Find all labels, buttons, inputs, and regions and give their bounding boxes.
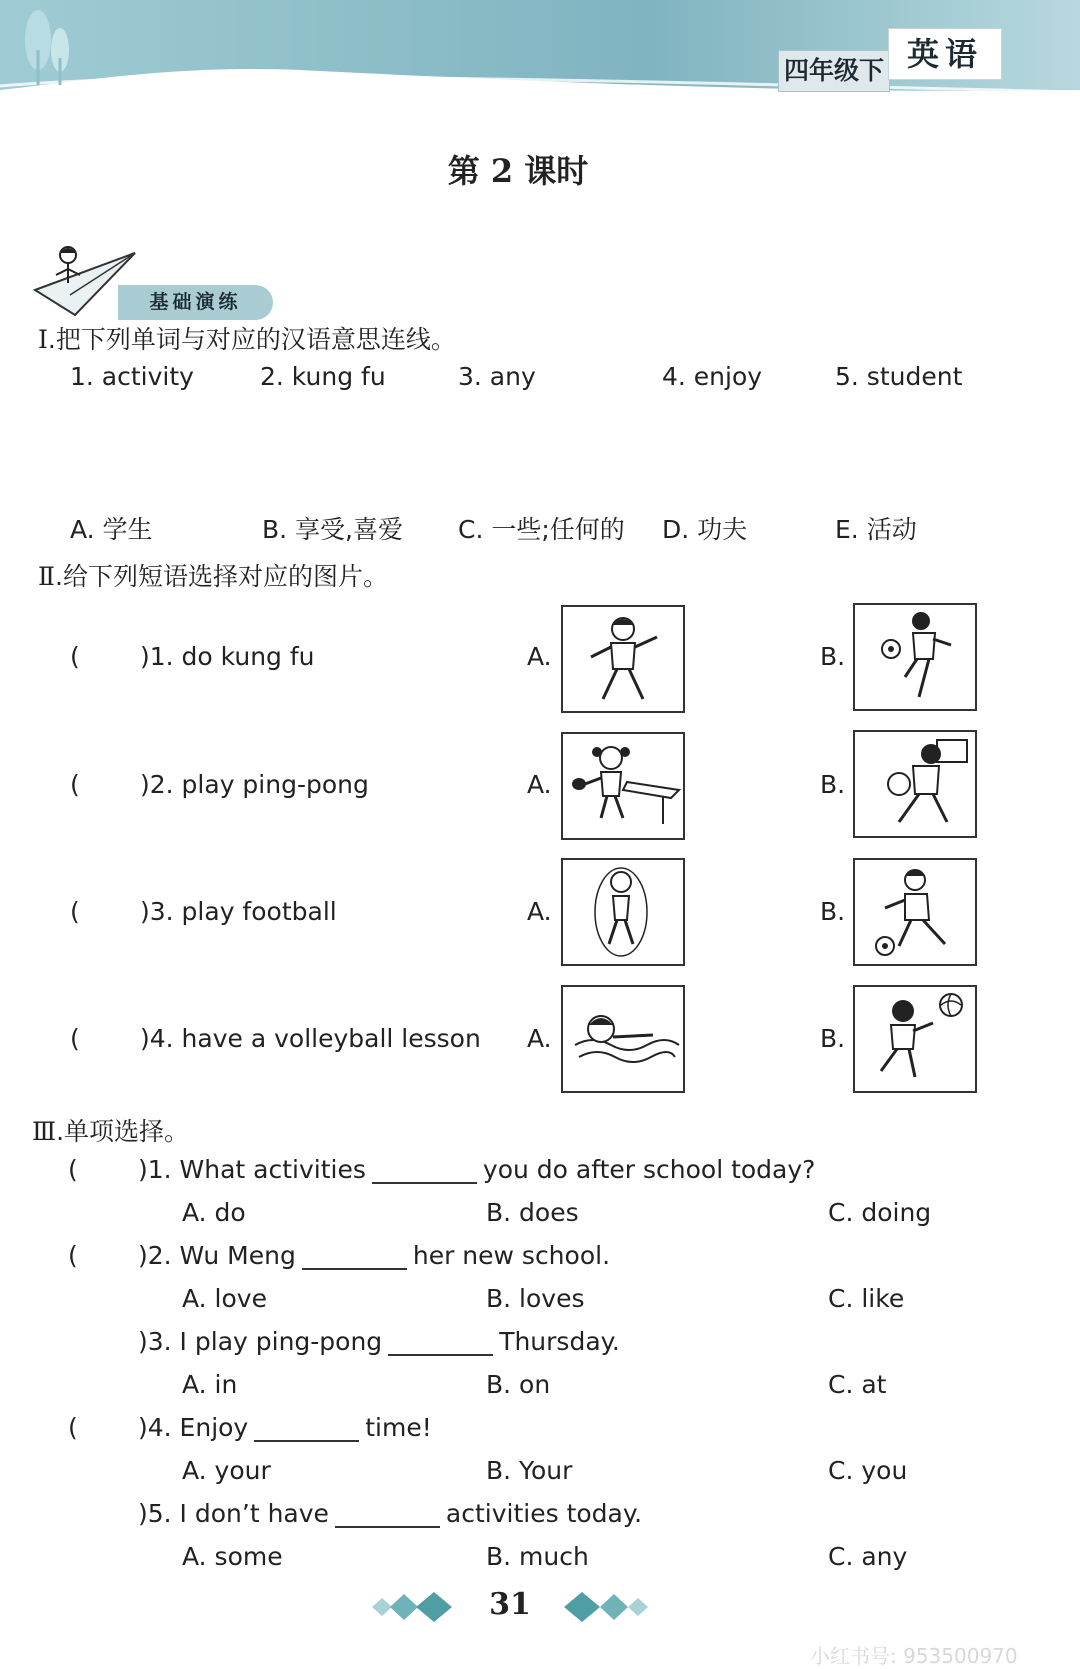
section1-instruction: .把下列单词与对应的汉语意思连线。 bbox=[47, 325, 456, 354]
choice-b-label: B. bbox=[820, 1024, 846, 1053]
choice-b-label: B. bbox=[820, 770, 846, 799]
answer-paren[interactable]: ( bbox=[68, 1155, 78, 1184]
meaning-c: C. 一些;任何的 bbox=[458, 515, 625, 544]
answer-blank[interactable] bbox=[372, 1160, 477, 1184]
watermark: 小红书号: 953500970 bbox=[810, 1644, 1018, 1668]
kung-fu-picture[interactable] bbox=[561, 605, 685, 713]
answer-paren[interactable]: ( bbox=[70, 1024, 80, 1053]
option-c[interactable]: C. at bbox=[828, 1370, 887, 1399]
question-5 bbox=[138, 1499, 642, 1528]
girl-ping-pong-icon bbox=[563, 734, 683, 838]
practice-banner: 基础演练 bbox=[118, 285, 273, 320]
option-c[interactable]: C. you bbox=[828, 1456, 908, 1485]
question-text: )5. I don’t have bbox=[138, 1499, 329, 1528]
option-b[interactable]: B. does bbox=[486, 1198, 579, 1227]
question-text: )1. What activities bbox=[138, 1155, 366, 1184]
kicking-ball-picture[interactable] bbox=[853, 603, 977, 711]
question-text: )2. Wu Meng bbox=[138, 1241, 296, 1270]
choice-b-label: B. bbox=[820, 642, 846, 671]
page-number: 31 bbox=[489, 1587, 531, 1622]
question-text: activities today. bbox=[445, 1499, 643, 1528]
word-3: 3. any bbox=[458, 362, 536, 391]
kung-fu-icon bbox=[563, 607, 683, 711]
choice-a-label: A. bbox=[527, 770, 552, 799]
section2-title bbox=[38, 557, 388, 593]
skipping-rope-picture[interactable] bbox=[561, 858, 685, 966]
question-3 bbox=[138, 1327, 620, 1356]
section3-instruction: .单项选择。 bbox=[56, 1117, 190, 1146]
girl-football-icon bbox=[855, 860, 975, 964]
option-a[interactable]: A. do bbox=[182, 1198, 246, 1227]
boy-kicking-ball-icon bbox=[855, 605, 975, 709]
choice-a-label: A. bbox=[527, 642, 552, 671]
question-text: )3. I play ping-pong bbox=[138, 1327, 383, 1356]
question-text: )4. Enjoy bbox=[138, 1413, 249, 1442]
option-a[interactable]: A. in bbox=[182, 1370, 238, 1399]
answer-paren[interactable]: ( bbox=[70, 897, 80, 926]
section2-instruction: .给下列短语选择对应的图片。 bbox=[55, 562, 388, 591]
question-text: you do after school today? bbox=[482, 1155, 816, 1184]
answer-paren[interactable]: ( bbox=[68, 1241, 78, 1270]
option-b[interactable]: B. much bbox=[486, 1542, 589, 1571]
word-2: 2. kung fu bbox=[260, 362, 386, 391]
basketball-picture[interactable] bbox=[853, 730, 977, 838]
section3-numeral: Ⅲ bbox=[32, 1117, 57, 1146]
answer-blank[interactable] bbox=[302, 1246, 407, 1270]
answer-paren[interactable]: ( bbox=[70, 642, 80, 671]
meaning-e: E. 活动 bbox=[835, 515, 917, 544]
question-text: time! bbox=[365, 1413, 432, 1442]
meaning-a: A. 学生 bbox=[70, 515, 153, 544]
word-4: 4. enjoy bbox=[662, 362, 763, 391]
section3-title bbox=[32, 1112, 189, 1148]
phrase-1: )1. do kung fu bbox=[140, 642, 315, 671]
phrase-3: )3. play football bbox=[140, 897, 337, 926]
choice-a-label: A. bbox=[527, 1024, 552, 1053]
swimming-picture[interactable] bbox=[561, 985, 685, 1093]
volleyball-picture[interactable] bbox=[853, 985, 977, 1093]
option-c[interactable]: C. doing bbox=[828, 1198, 932, 1227]
lesson-title: 第 2 课时 bbox=[447, 152, 589, 190]
phrase-2: )2. play ping-pong bbox=[140, 770, 369, 799]
question-4 bbox=[138, 1413, 432, 1442]
option-a[interactable]: A. love bbox=[182, 1284, 267, 1313]
option-a[interactable]: A. some bbox=[182, 1542, 283, 1571]
word-1: 1. activity bbox=[70, 362, 194, 391]
option-c[interactable]: C. like bbox=[828, 1284, 905, 1313]
question-text: her new school. bbox=[412, 1241, 611, 1270]
option-c[interactable]: C. any bbox=[828, 1542, 908, 1571]
subject-label: 英语 bbox=[888, 28, 1002, 80]
question-1 bbox=[138, 1155, 815, 1184]
boy-volleyball-icon bbox=[855, 987, 975, 1091]
answer-blank[interactable] bbox=[335, 1504, 440, 1528]
meaning-d: D. 功夫 bbox=[662, 515, 748, 544]
ping-pong-picture[interactable] bbox=[561, 732, 685, 840]
choice-a-label: A. bbox=[527, 897, 552, 926]
option-b[interactable]: B. on bbox=[486, 1370, 551, 1399]
answer-paren[interactable]: ( bbox=[68, 1413, 78, 1442]
phrase-4: )4. have a volleyball lesson bbox=[140, 1024, 481, 1053]
choice-b-label: B. bbox=[820, 897, 846, 926]
diamond-decoration-left-icon bbox=[360, 1592, 465, 1622]
option-a[interactable]: A. your bbox=[182, 1456, 271, 1485]
football-picture[interactable] bbox=[853, 858, 977, 966]
boy-basketball-icon bbox=[855, 732, 975, 836]
section1-title bbox=[38, 320, 456, 356]
question-2 bbox=[138, 1241, 610, 1270]
answer-paren[interactable]: ( bbox=[70, 770, 80, 799]
grade-label: 四年级下 bbox=[778, 50, 890, 92]
meaning-b: B. 享受,喜爱 bbox=[262, 515, 403, 544]
answer-blank[interactable] bbox=[254, 1418, 359, 1442]
boy-swimming-icon bbox=[563, 987, 683, 1091]
question-text: Thursday. bbox=[499, 1327, 620, 1356]
girl-skipping-rope-icon bbox=[563, 860, 683, 964]
option-b[interactable]: B. loves bbox=[486, 1284, 585, 1313]
option-b[interactable]: B. Your bbox=[486, 1456, 573, 1485]
diamond-decoration-right-icon bbox=[560, 1592, 670, 1622]
section1-numeral: Ⅰ bbox=[38, 325, 48, 354]
section2-numeral: Ⅱ bbox=[38, 562, 55, 591]
answer-blank[interactable] bbox=[388, 1332, 493, 1356]
word-5: 5. student bbox=[835, 362, 963, 391]
